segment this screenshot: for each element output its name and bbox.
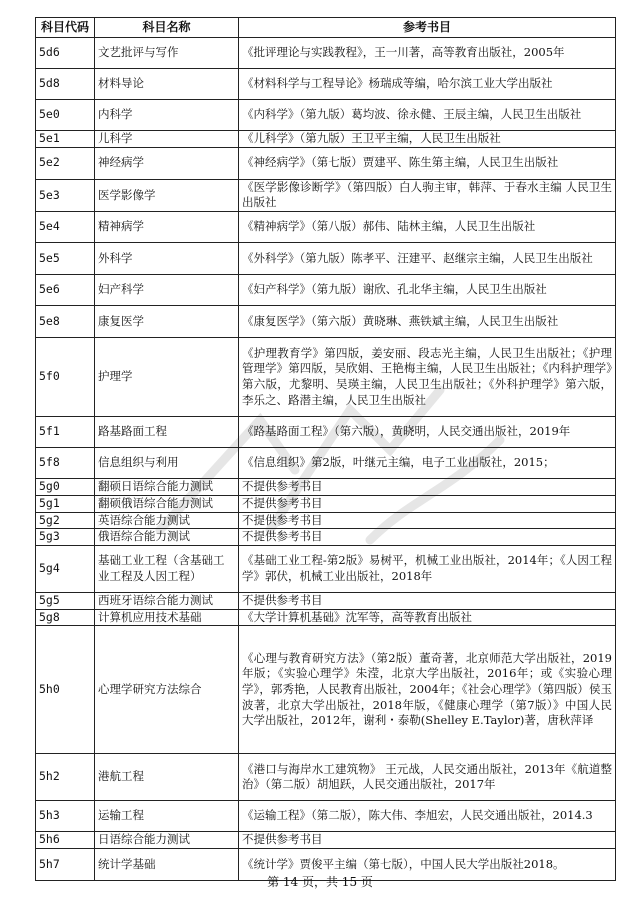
cell-reference-books: 《神经病学》（第七版）贾建平、陈生第主编，人民卫生出版社 xyxy=(239,147,616,179)
cell-reference-books: 《心理与教育研究方法》（第2版）董奇著，北京师范大学出版社，2019年版；《实验心理学》朱滢，北京大学出版社，2016年；或《实验心理学》，郭秀艳，人民教育出版社，2004年；《社会心理学》（第四版）侯玉波著，北京大学出版社，2018年版，《健康心理学（第7版）》中国人民大学出版社，2012年，谢利・泰勒(Shelley E.Taylor)著，唐秋萍译 xyxy=(239,626,616,754)
cell-subject-name: 基础工业工程（含基础工业工程及人因工程） xyxy=(95,545,239,592)
cell-subject-code: 5h2 xyxy=(36,754,95,801)
cell-subject-code: 5e3 xyxy=(36,179,95,211)
cell-subject-code: 5h6 xyxy=(36,832,95,849)
cell-subject-name: 计算机应用技术基础 xyxy=(95,609,239,626)
table-row xyxy=(36,545,616,592)
table-row xyxy=(36,495,616,512)
cell-subject-name: 运输工程 xyxy=(95,801,239,832)
cell-reference-books: 不提供参考书目 xyxy=(239,495,616,512)
cell-subject-code: 5e5 xyxy=(36,243,95,275)
cell-reference-books: 《外科学》（第九版）陈孝平、汪建平、赵继宗主编，人民卫生出版社 xyxy=(239,243,616,275)
header-name: 科目名称 xyxy=(95,18,239,38)
cell-subject-name: 康复医学 xyxy=(95,306,239,338)
cell-subject-name: 神经病学 xyxy=(95,147,239,179)
cell-reference-books: 《精神病学》（第八版）郝伟、陆林主编，人民卫生出版社 xyxy=(239,212,616,243)
cell-subject-code: 5h7 xyxy=(36,849,95,881)
table-row xyxy=(36,38,616,69)
cell-subject-name: 妇产科学 xyxy=(95,275,239,306)
cell-subject-name: 翻硕日语综合能力测试 xyxy=(95,479,239,496)
cell-subject-name: 俄语综合能力测试 xyxy=(95,529,239,546)
cell-subject-name: 统计学基础 xyxy=(95,849,239,881)
cell-subject-name: 港航工程 xyxy=(95,754,239,801)
cell-reference-books: 不提供参考书目 xyxy=(239,832,616,849)
table-row xyxy=(36,592,616,609)
table-row xyxy=(36,448,616,479)
cell-reference-books: 《妇产科学》（第九版）谢欣、孔北华主编，人民卫生出版社 xyxy=(239,275,616,306)
cell-subject-code: 5d8 xyxy=(36,69,95,100)
cell-reference-books: 不提供参考书目 xyxy=(239,529,616,546)
cell-subject-code: 5f0 xyxy=(36,338,95,417)
cell-subject-code: 5g4 xyxy=(36,545,95,592)
cell-subject-name: 西班牙语综合能力测试 xyxy=(95,592,239,609)
cell-subject-code: 5f1 xyxy=(36,417,95,448)
cell-subject-name: 日语综合能力测试 xyxy=(95,832,239,849)
cell-subject-name: 材料导论 xyxy=(95,69,239,100)
cell-subject-name: 信息组织与利用 xyxy=(95,448,239,479)
cell-reference-books: 《统计学》贾俊平主编（第七版），中国人民大学出版社2018。 xyxy=(239,849,616,881)
cell-subject-code: 5e0 xyxy=(36,100,95,131)
cell-subject-name: 翻硕俄语综合能力测试 xyxy=(95,495,239,512)
table-row xyxy=(36,69,616,100)
table-row xyxy=(36,626,616,754)
table-row xyxy=(36,131,616,148)
cell-reference-books: 《路基路面工程》（第六版），黄晓明，人民交通出版社，2019年 xyxy=(239,417,616,448)
cell-reference-books: 《内科学》（第九版）葛均波、徐永健、王辰主编，人民卫生出版社 xyxy=(239,100,616,131)
table-row xyxy=(36,801,616,832)
cell-subject-name: 心理学研究方法综合 xyxy=(95,626,239,754)
table-row xyxy=(36,338,616,417)
header-code: 科目代码 xyxy=(36,18,95,38)
table-row xyxy=(36,512,616,529)
cell-subject-code: 5f8 xyxy=(36,448,95,479)
cell-subject-code: 5g3 xyxy=(36,529,95,546)
table-row xyxy=(36,212,616,243)
table-row xyxy=(36,417,616,448)
table-header-row xyxy=(36,18,616,38)
cell-reference-books: 《材料科学与工程导论》杨瑞成等编，哈尔滨工业大学出版社 xyxy=(239,69,616,100)
table-row xyxy=(36,529,616,546)
cell-subject-name: 儿科学 xyxy=(95,131,239,148)
cell-subject-code: 5h3 xyxy=(36,801,95,832)
cell-reference-books: 《大学计算机基础》沈军等，高等教育出版社 xyxy=(239,609,616,626)
cell-subject-code: 5g0 xyxy=(36,479,95,496)
table-row xyxy=(36,479,616,496)
cell-subject-code: 5e2 xyxy=(36,147,95,179)
cell-subject-name: 精神病学 xyxy=(95,212,239,243)
cell-reference-books: 不提供参考书目 xyxy=(239,479,616,496)
cell-subject-code: 5d6 xyxy=(36,38,95,69)
table-row xyxy=(36,179,616,211)
header-reference: 参考书目 xyxy=(239,18,616,38)
cell-subject-code: 5e8 xyxy=(36,306,95,338)
cell-reference-books: 《医学影像诊断学》（第四版）白人驹主审，韩萍、于春水主编 人民卫生出版社 xyxy=(239,179,616,211)
cell-reference-books: 《儿科学》（第九版）王卫平主编，人民卫生出版社 xyxy=(239,131,616,148)
cell-subject-code: 5g5 xyxy=(36,592,95,609)
table-row xyxy=(36,754,616,801)
cell-reference-books: 《护理教育学》第四版，姜安丽、段志光主编，人民卫生出版社；《护理管理学》第四版，吴欣娟、王艳梅主编，人民卫生出版社；《内科护理学》第六版，尤黎明、吴瑛主编，人民卫生出版社；《外科护理学》第六版，李乐之、路潜主编，人民卫生出版社 xyxy=(239,338,616,417)
table-row xyxy=(36,832,616,849)
table-row xyxy=(36,306,616,338)
table-row xyxy=(36,100,616,131)
cell-reference-books: 《港口与海岸水工建筑物》 王元战，人民交通出版社，2013年《航道整治》（第二版）胡旭跃，人民交通出版社，2017年 xyxy=(239,754,616,801)
table-row xyxy=(36,147,616,179)
cell-reference-books: 不提供参考书目 xyxy=(239,512,616,529)
page-footer: 第 14 页，共 15 页 xyxy=(267,875,373,889)
cell-subject-name: 文艺批评与写作 xyxy=(95,38,239,69)
cell-reference-books: 不提供参考书目 xyxy=(239,592,616,609)
reference-table xyxy=(35,17,616,881)
cell-subject-name: 护理学 xyxy=(95,338,239,417)
cell-subject-name: 英语综合能力测试 xyxy=(95,512,239,529)
table-row xyxy=(36,243,616,275)
table-row xyxy=(36,275,616,306)
cell-subject-code: 5e1 xyxy=(36,131,95,148)
cell-subject-code: 5e6 xyxy=(36,275,95,306)
cell-subject-name: 外科学 xyxy=(95,243,239,275)
cell-subject-name: 内科学 xyxy=(95,100,239,131)
cell-reference-books: 《基础工业工程-第2版》易树平，机械工业出版社，2014年；《人因工程学》郭伏，机械工业出版社，2018年 xyxy=(239,545,616,592)
cell-subject-code: 5g8 xyxy=(36,609,95,626)
cell-subject-code: 5e4 xyxy=(36,212,95,243)
cell-subject-code: 5h0 xyxy=(36,626,95,754)
table-row xyxy=(36,609,616,626)
cell-reference-books: 《康复医学》（第六版）黄晓琳、燕铁斌主编，人民卫生出版社 xyxy=(239,306,616,338)
cell-subject-name: 路基路面工程 xyxy=(95,417,239,448)
cell-reference-books: 《批评理论与实践教程》，王一川著，高等教育出版社，2005年 xyxy=(239,38,616,69)
cell-subject-code: 5g1 xyxy=(36,495,95,512)
cell-subject-code: 5g2 xyxy=(36,512,95,529)
cell-reference-books: 《运输工程》（第二版），陈大伟、李旭宏，人民交通出版社，2014.3 xyxy=(239,801,616,832)
cell-subject-name: 医学影像学 xyxy=(95,179,239,211)
cell-reference-books: 《信息组织》第2版，叶继元主编，电子工业出版社，2015； xyxy=(239,448,616,479)
